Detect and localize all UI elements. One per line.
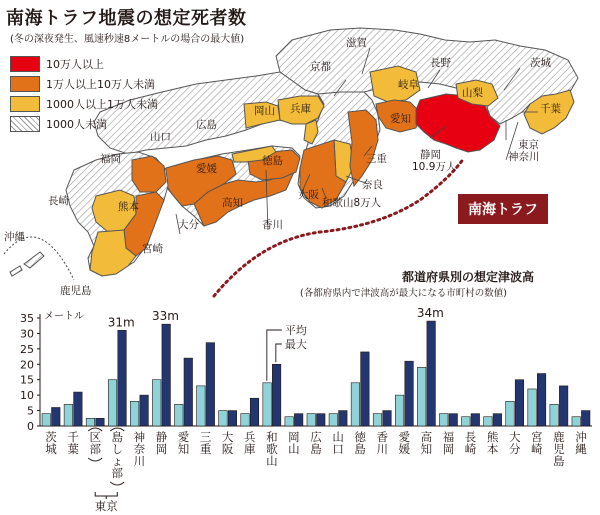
map-label: 大分	[178, 219, 199, 231]
bar-average	[506, 401, 514, 426]
map-label: 山口	[150, 131, 171, 143]
bar-average	[197, 386, 206, 426]
map-label: 静岡	[420, 149, 441, 161]
x-tick-label: 福	[442, 430, 455, 444]
x-tick-label: 区	[89, 430, 101, 444]
bar-max	[559, 386, 568, 426]
legend-label: 1000人以上1万人未満	[46, 98, 158, 111]
map-label: 沖縄	[4, 231, 25, 243]
map-label: 三重	[366, 153, 387, 165]
x-tick-label: 山	[332, 430, 344, 444]
y-tick-label: 0	[27, 420, 34, 433]
y-tick-label: 35	[20, 312, 34, 325]
x-tick-label: 三	[199, 430, 212, 444]
bar-max	[427, 321, 436, 426]
bar-average	[263, 383, 272, 426]
x-tick-label: 崎	[531, 442, 543, 456]
map-label: 大阪	[298, 189, 319, 201]
legend-label: 10万人以上	[46, 58, 104, 71]
bar-average	[285, 417, 294, 426]
x-tick-label: 山	[266, 454, 278, 468]
x-tick-label: 宮	[531, 430, 543, 444]
map-label: 広島	[196, 119, 217, 131]
x-tick-label: 本	[486, 442, 499, 456]
x-tick-label: 山	[288, 442, 300, 456]
bar-average	[550, 404, 559, 426]
map-label: 東京	[518, 139, 539, 151]
bar-max	[96, 418, 105, 426]
y-tick-label: 30	[20, 327, 34, 341]
map-label: 福岡	[100, 153, 121, 165]
x-tick-label: 島	[310, 442, 322, 456]
y-tick-label: 15	[20, 373, 34, 387]
x-tick-label: 庫	[244, 442, 256, 456]
x-tick-label: 媛	[398, 442, 411, 456]
bar-average	[42, 414, 51, 426]
bar-average	[86, 418, 95, 426]
x-tick-label: 川	[133, 454, 146, 468]
map-label: 徳島	[262, 155, 283, 167]
bar-average	[130, 401, 139, 426]
x-tick-label: 知	[177, 442, 190, 456]
bar-average	[175, 404, 184, 426]
x-tick-label: 高	[420, 430, 433, 444]
x-tick-label: 大	[508, 430, 521, 444]
x-tick-label: 香	[376, 430, 388, 444]
x-tick-label: 岡	[288, 430, 300, 444]
bar-max	[272, 364, 281, 426]
series-legend-label: 最大	[284, 338, 307, 351]
x-tick-label: 口	[332, 442, 344, 456]
bar-max	[581, 411, 590, 426]
bar-max	[250, 398, 259, 426]
tokyo-bracket	[95, 492, 117, 499]
x-tick-label: 分	[508, 442, 521, 456]
x-tick-label: 岡	[155, 442, 168, 456]
bar-average	[572, 417, 581, 426]
bar-average	[307, 414, 316, 426]
x-tick-label: 長	[464, 430, 477, 444]
bar-max	[383, 411, 392, 426]
x-tick-label: 葉	[67, 442, 79, 456]
x-tick-label: 千	[67, 430, 79, 444]
wakayama-callout: 和歌山8万人	[322, 197, 382, 209]
bar-average	[528, 389, 537, 426]
x-tick-label: 川	[376, 442, 388, 456]
bar-max	[449, 414, 458, 426]
x-tick-label: 縄	[575, 442, 587, 456]
x-tick-label: 島	[111, 430, 124, 444]
x-tick-label: 部	[111, 466, 124, 480]
x-tick-label: し	[111, 442, 124, 456]
bar-average	[64, 404, 73, 426]
bar-annotation: 33m	[151, 309, 179, 324]
x-tick-label: 愛	[177, 430, 190, 444]
map-label: 千葉	[540, 103, 561, 115]
map-label: 愛媛	[196, 163, 217, 175]
bar-average	[462, 417, 471, 426]
map-label: 岐阜	[398, 79, 419, 91]
bar-average	[373, 414, 382, 426]
x-tick-label: 児	[553, 442, 565, 456]
map-label: 宮崎	[142, 243, 163, 255]
bar-average	[484, 417, 493, 426]
x-tick-label: 城	[45, 442, 57, 456]
x-tick-label: 岡	[442, 442, 455, 456]
bar-average	[152, 380, 161, 426]
x-tick-label: 島	[553, 454, 565, 468]
x-tick-label: 熊	[486, 430, 499, 444]
bar-max	[140, 395, 149, 426]
x-tick-label: 重	[199, 442, 212, 456]
bar-max	[537, 374, 546, 426]
bar-max	[471, 414, 480, 426]
map-label: 京都	[310, 61, 331, 73]
bar-max	[339, 411, 348, 426]
map-label: 神奈川	[508, 151, 540, 163]
bar-max	[118, 330, 127, 426]
chart-subtitle: (各都府県内で津波高が最大になる市町村の数値)	[300, 288, 507, 299]
map-label: 高知	[222, 197, 243, 209]
x-tick-label: 広	[310, 430, 322, 444]
map-label: 岡山	[254, 105, 275, 117]
bar-annotation: 34m	[416, 306, 444, 321]
y-tick-label: 5	[27, 404, 34, 418]
bar-average	[241, 414, 250, 426]
x-tick-label: 部	[89, 442, 101, 456]
x-tick-label: 奈	[133, 442, 146, 456]
x-tick-label: 愛	[398, 430, 411, 444]
x-tick-label: 兵	[244, 430, 256, 444]
y-tick-label: 25	[20, 342, 34, 356]
bar-average	[439, 414, 448, 426]
bar-max	[74, 392, 83, 426]
x-tick-label: 大	[221, 430, 234, 444]
map-label: 奈良	[362, 179, 383, 191]
chart-title: 都道府県別の想定津波高	[402, 270, 535, 284]
x-tick-label: 和	[266, 430, 278, 444]
legend-leader-max	[276, 344, 282, 362]
bar-max	[515, 380, 524, 426]
legend-label: 1万人以上10万人未満	[46, 78, 155, 91]
x-tick-label: 歌	[266, 442, 278, 456]
paren-bottom	[110, 482, 124, 485]
x-tick-label: 徳	[354, 430, 366, 444]
bar-max	[317, 414, 326, 426]
map-label: 鹿児島	[60, 285, 92, 297]
x-tick-label: 神	[133, 430, 146, 444]
x-tick-label: 沖	[575, 430, 587, 444]
bar-max	[228, 411, 237, 426]
map-label: 兵庫	[290, 103, 311, 115]
legend-label: 1000人未満	[46, 118, 107, 131]
map-label: 長野	[430, 57, 451, 69]
x-tick-label: 島	[354, 442, 366, 456]
paren-bottom	[88, 458, 102, 461]
bar-max	[206, 343, 215, 426]
x-tick-label: 鹿	[553, 430, 565, 444]
map-label: 長崎	[48, 195, 69, 207]
bar-average	[351, 383, 360, 426]
x-tick-label: 知	[420, 442, 433, 456]
bar-max	[162, 324, 171, 426]
bar-average	[329, 414, 338, 426]
nankai-trough-label: 南海トラフ	[458, 194, 548, 224]
shizuoka-callout: 10.9万人	[412, 161, 457, 173]
series-legend-label: 平均	[284, 324, 307, 337]
y-tick-label: 10	[20, 389, 34, 403]
tokyo-group-label: 東京	[94, 499, 118, 513]
y-tick-label: 20	[20, 358, 34, 372]
bar-average	[395, 395, 404, 426]
map-label: 熊本	[118, 201, 139, 213]
bar-annotation: 31m	[107, 315, 135, 330]
map-label: 香川	[262, 219, 283, 231]
map-title: 南海トラフ地震の想定死者数	[6, 8, 247, 29]
map-label: 愛知	[390, 113, 411, 125]
bar-average	[219, 411, 228, 426]
map-label: 茨城	[530, 57, 551, 69]
bar-max	[493, 414, 502, 426]
bar-max	[294, 414, 303, 426]
bar-max	[184, 358, 193, 426]
x-tick-label: 茨	[45, 430, 57, 444]
y-axis-label: メートル	[44, 311, 84, 322]
x-tick-label: 崎	[464, 442, 477, 456]
bar-max	[52, 407, 61, 426]
x-tick-label: 阪	[221, 442, 234, 456]
x-tick-label: ょ	[111, 454, 124, 468]
bar-max	[405, 361, 414, 426]
bar-average	[108, 380, 117, 426]
bar-max	[361, 352, 370, 426]
map-label: 山梨	[462, 87, 483, 99]
map-subtitle: (冬の深夜発生、風速秒速8メートルの場合の最大値)	[10, 34, 245, 45]
map-label: 滋賀	[346, 37, 367, 49]
bar-average	[417, 367, 426, 426]
x-tick-label: 静	[155, 430, 168, 444]
